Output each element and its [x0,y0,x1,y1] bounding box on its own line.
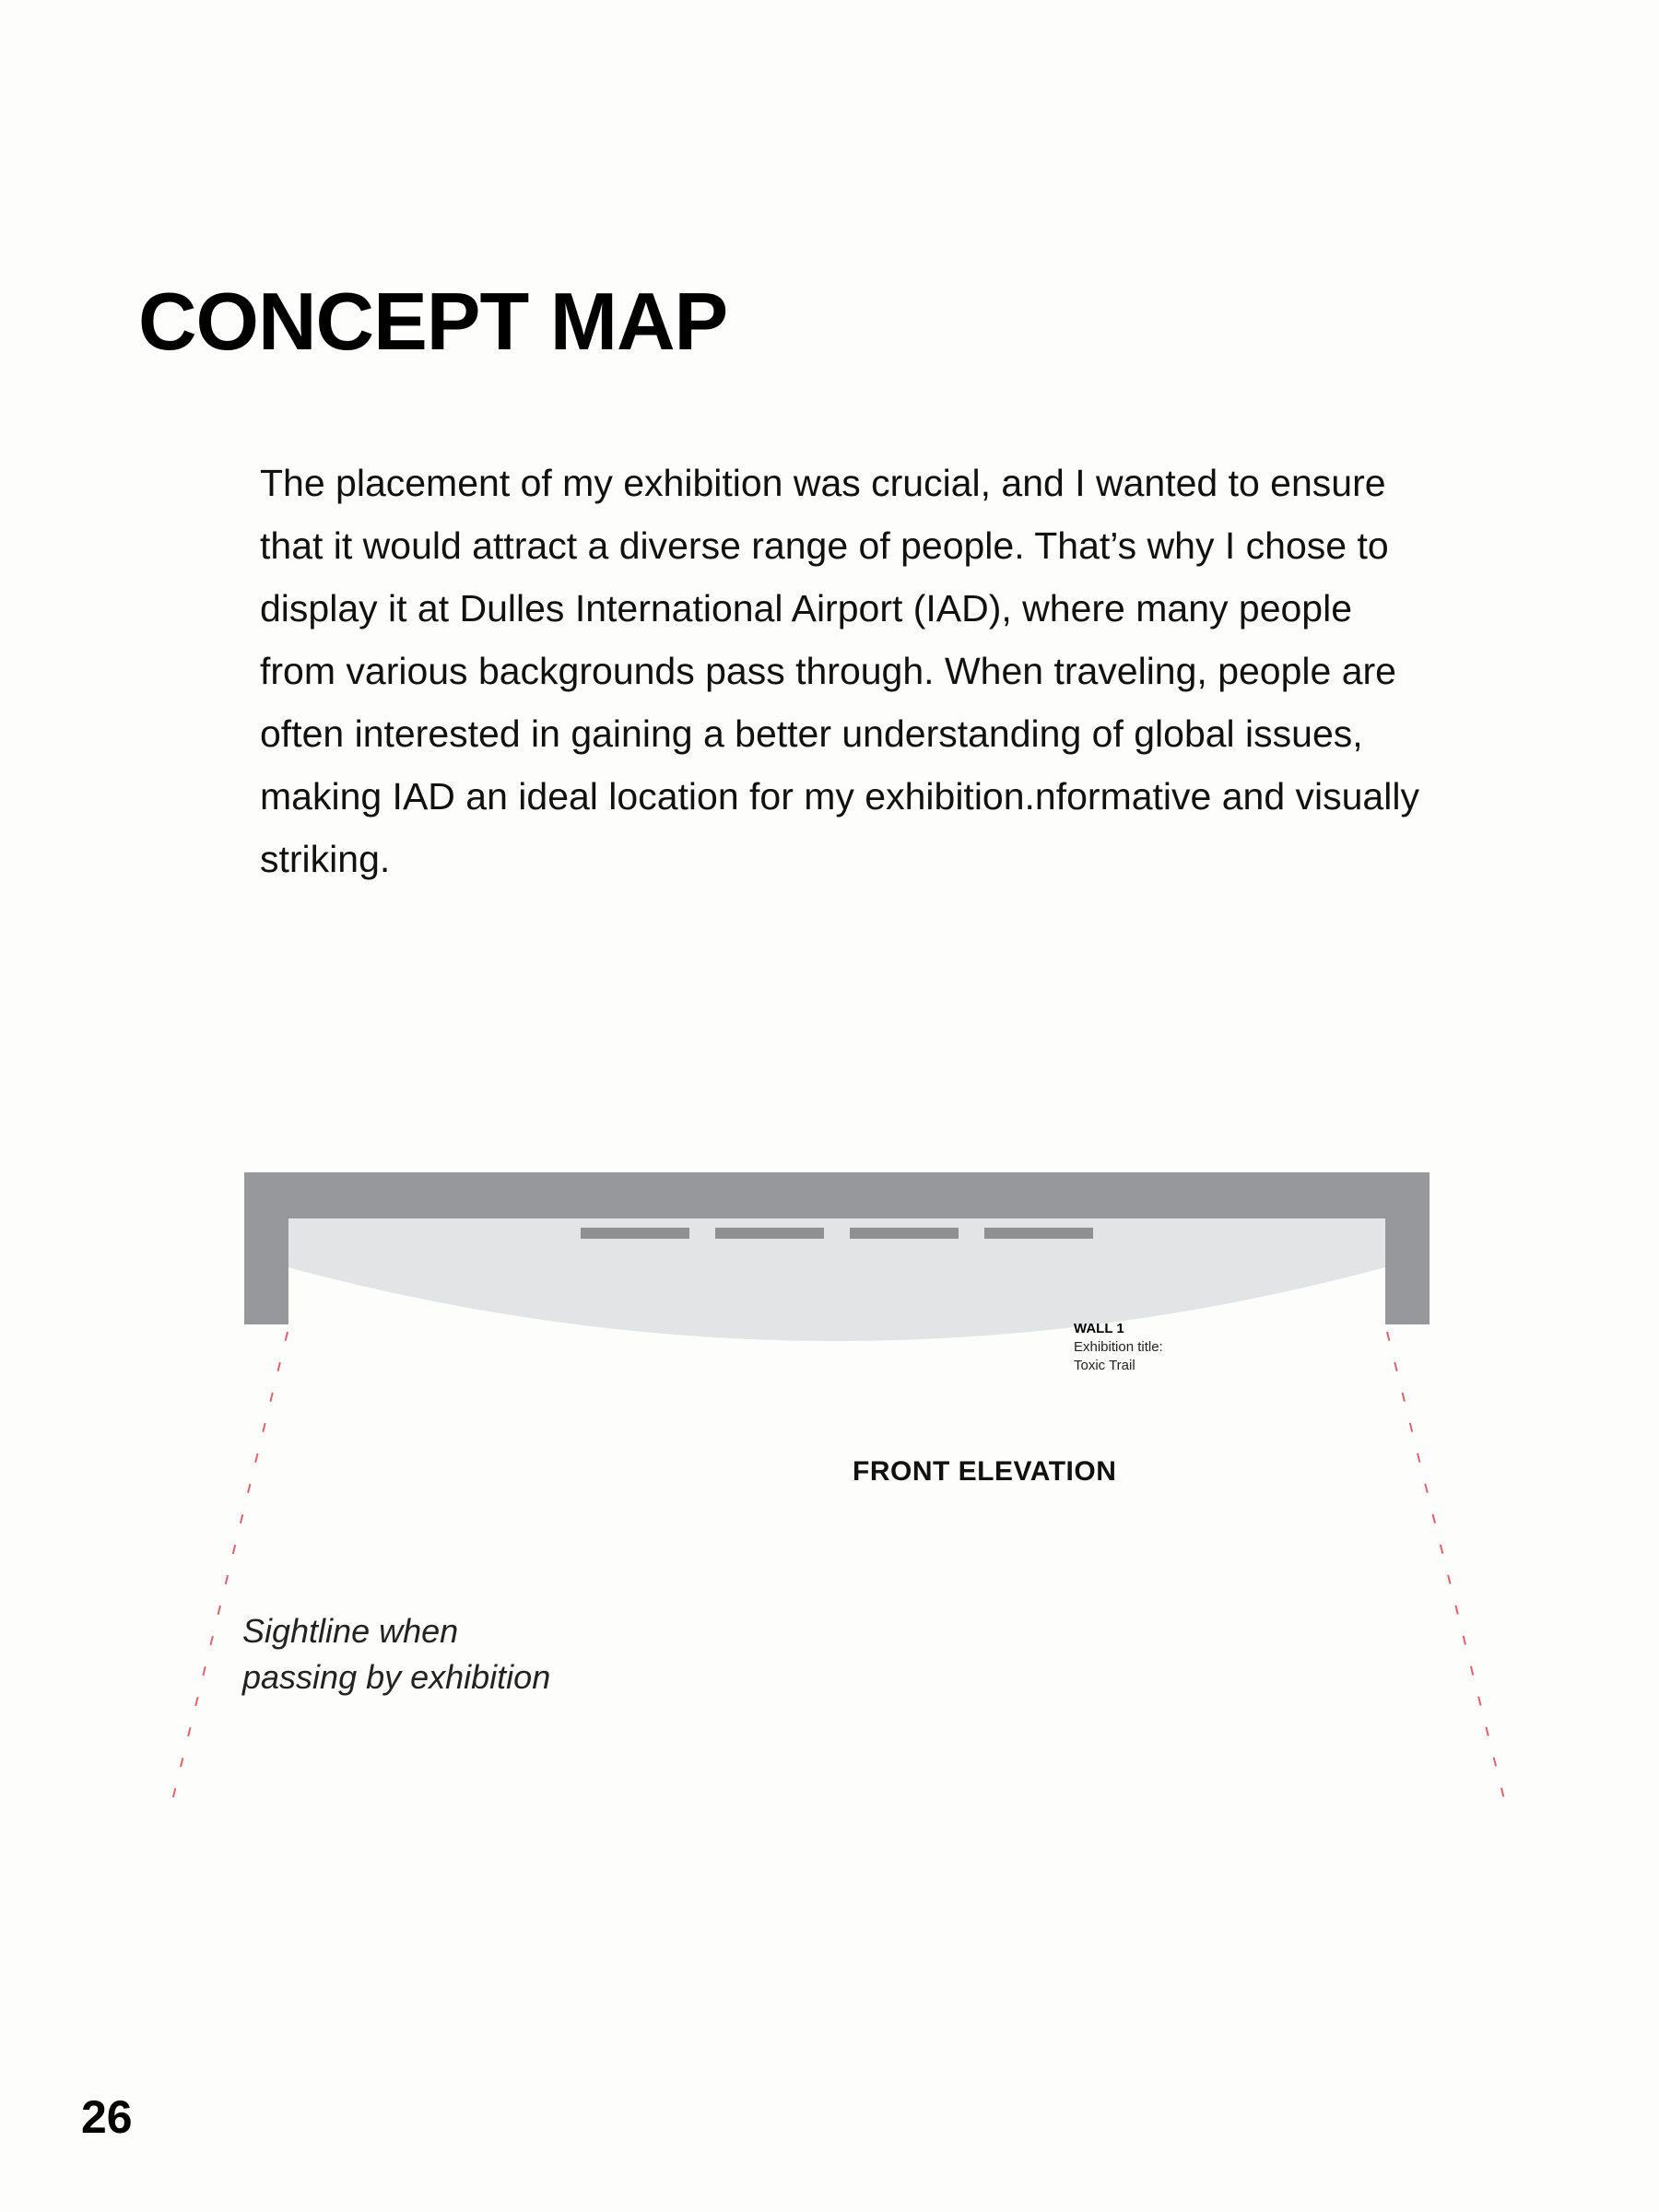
intro-paragraph: The placement of my exhibition was crucial, and I wanted to ensure that it would attract a diverse range of people. That’s why I chose to display it at Dulles International Airport (IAD), where many people from various backgrounds pass through. When traveling, people are often interested in gaining a better understanding of global issues, making IAD an ideal location for my exhibition.nformative and visually striking. [260,462,1419,880]
page-number: 26 [81,2091,133,2143]
sightline-left [169,1332,288,1816]
wall-name: WALL 1 [1074,1321,1124,1336]
display-panel-3 [850,1228,959,1239]
display-panel-4 [984,1228,1093,1239]
display-panel-1 [581,1228,689,1239]
display-panel-2 [715,1228,824,1239]
sightline-caption-line-1: Sightline when [242,1612,459,1650]
sightline-caption [242,1608,550,1700]
sightline-right [1387,1332,1509,1818]
wall-left [244,1172,288,1324]
wall-right [1385,1172,1430,1324]
wall-exhibition-title: Toxic Trail [1074,1358,1135,1373]
wall-exhibition-title-label: Exhibition title: [1074,1339,1163,1355]
wall-top [244,1172,1430,1218]
front-elevation-label: FRONT ELEVATION [853,1456,1117,1487]
sightline-caption-line-2: passing by exhibition [242,1658,551,1696]
page-title: CONCEPT MAP [138,276,728,367]
viewing-area [288,1217,1385,1341]
wall-label [1074,1320,1163,1375]
